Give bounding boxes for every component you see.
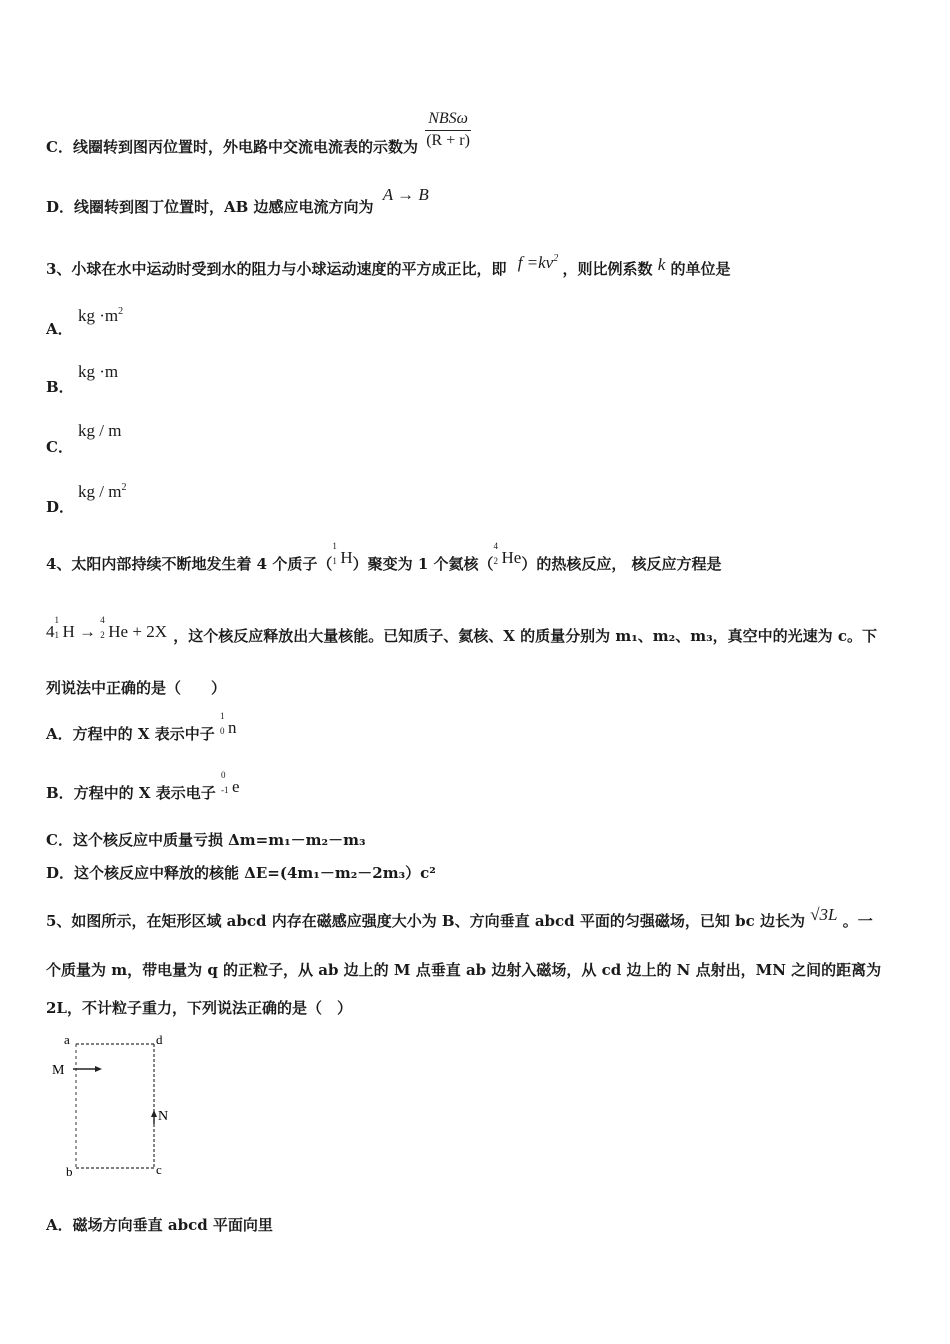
electron-symbol: e bbox=[232, 777, 240, 796]
electron-charge-number: -1 bbox=[221, 785, 229, 795]
fraction-denominator: (R + r) bbox=[426, 132, 470, 149]
neutron-mass-number: 1 bbox=[219, 711, 225, 721]
q3-stem-c: 的单位是 bbox=[670, 260, 731, 278]
equation-coefficient: 4 bbox=[46, 622, 55, 641]
proton-symbol: H bbox=[340, 548, 353, 567]
equation-helium bbox=[100, 615, 129, 642]
q3-option-a-exp: 2 bbox=[118, 306, 124, 317]
q3-option-c-letter: C． bbox=[46, 438, 73, 456]
label-b: b bbox=[66, 1164, 73, 1179]
label-M: M bbox=[52, 1063, 65, 1078]
q2-option-c-fraction bbox=[425, 110, 471, 150]
q5-line1-a: 5、如图所示，在矩形区域 abcd 内存在磁感应强度大小为 B、方向垂直 abcd 平面的匀强磁场，已知 bc 边长为 bbox=[46, 912, 805, 930]
q3-option-d-value bbox=[78, 482, 126, 502]
neutron-nuclide bbox=[219, 711, 237, 738]
helium-symbol: He bbox=[501, 548, 522, 567]
q4-stem-a: 4、太阳内部持续不断地发生着 4 个质子（ bbox=[46, 555, 333, 573]
equation-helium-mass: 4 bbox=[100, 615, 105, 625]
q3-option-a-unit: kg ·m bbox=[78, 306, 119, 325]
q5-line3: 2L，不计粒子重力，下列说法正确的是（ ） bbox=[46, 999, 352, 1017]
q4-stem bbox=[46, 541, 722, 574]
equation-proton-symbol: H bbox=[62, 622, 75, 641]
equation-proton bbox=[54, 615, 75, 642]
equation-helium-charge: 2 bbox=[100, 630, 105, 640]
helium-nuclide bbox=[493, 541, 522, 568]
q3-option-b-letter: B． bbox=[46, 378, 74, 396]
q5-line1 bbox=[46, 905, 873, 931]
q3-formula-exp: 2 bbox=[553, 253, 559, 264]
q2-option-d-direction: A → B bbox=[382, 185, 429, 204]
q2-option-d-text: D．线圈转到图丁位置时，AB 边感应电流方向为 bbox=[46, 198, 374, 216]
q4-stem-b: ）聚变为 1 个氦核（ bbox=[352, 555, 494, 573]
fraction-numerator: NBSω bbox=[425, 110, 471, 131]
q5-line2: 个质量为 m，带电量为 q 的正粒子，从 ab 边上的 M 点垂直 ab 边射入磁场，从 cd 边上的 N 点射出，MN 之间的距离为 bbox=[46, 961, 882, 979]
label-d: d bbox=[156, 1032, 163, 1047]
q4-option-b-text: B．方程中的 X 表示电子 bbox=[46, 784, 216, 802]
q3-stem-b: ，则比例系数 bbox=[562, 260, 653, 278]
q3-option-d-unit: kg / m bbox=[78, 482, 122, 501]
q3-formula-base: f =kv bbox=[517, 253, 554, 272]
helium-atomic-number: 2 bbox=[493, 556, 498, 566]
proton-atomic-number: 1 bbox=[332, 556, 337, 566]
neutron-charge-number: 0 bbox=[219, 726, 225, 736]
q3-option-b-unit: kg ·m bbox=[78, 362, 119, 381]
q3-formula bbox=[518, 253, 563, 272]
q4-equation-line bbox=[46, 615, 878, 646]
label-N: N bbox=[158, 1109, 169, 1124]
q4-line2-text: ，这个核反应释放出大量核能。已知质子、氦核、X 的质量分别为 m₁、m₂、m₃，真空中的光速为 c。下 bbox=[173, 627, 878, 645]
label-c: c bbox=[156, 1162, 162, 1177]
q4-stem-c: ）的热核反应， 核反应方程是 bbox=[521, 555, 722, 573]
q2-option-c-text: C．线圈转到图丙位置时，外电路中交流电流表的示数为 bbox=[46, 138, 418, 156]
q3-option-b-value bbox=[78, 362, 118, 382]
q5-rectangle-figure bbox=[46, 1028, 186, 1183]
q5-option-a: A．磁场方向垂直 abcd 平面向里 bbox=[46, 1216, 273, 1234]
q4-line3: 列说法中正确的是（ ） bbox=[46, 679, 227, 697]
q4-option-a-text: A．方程中的 X 表示中子 bbox=[46, 725, 215, 743]
magnetic-field-diagram bbox=[46, 1028, 186, 1183]
q5-line1-b: 。一 bbox=[842, 912, 873, 930]
equation-proton-mass: 1 bbox=[54, 615, 59, 625]
neutron-symbol: n bbox=[227, 718, 237, 737]
exit-arrow-head bbox=[151, 1110, 157, 1117]
q4-equation bbox=[46, 615, 171, 641]
q3-stem bbox=[46, 253, 731, 279]
label-a: a bbox=[64, 1032, 70, 1047]
q3-option-a-value bbox=[78, 306, 123, 326]
q4-option-a bbox=[46, 711, 237, 744]
q3-option-c-unit: kg / m bbox=[78, 421, 122, 440]
q4-option-d: D．这个核反应中释放的核能 ΔE=(4m₁－m₂－2m₃）c² bbox=[46, 864, 436, 882]
q4-option-c: C．这个核反应中质量亏损 Δm=m₁－m₂－m₃ bbox=[46, 831, 366, 849]
electron-nuclide bbox=[221, 770, 240, 797]
equation-helium-symbol: He bbox=[108, 622, 129, 641]
helium-mass-number: 4 bbox=[493, 541, 498, 551]
equation-proton-charge: 1 bbox=[54, 630, 59, 640]
q3-option-c-value bbox=[78, 421, 121, 441]
q4-option-b bbox=[46, 770, 240, 803]
q3-option-a-letter: A． bbox=[46, 320, 73, 338]
equation-arrow: → bbox=[79, 622, 97, 641]
equation-tail: + 2X bbox=[132, 622, 167, 641]
q3-option-d-exp: 2 bbox=[121, 482, 127, 493]
q2-option-d bbox=[46, 185, 429, 217]
proton-mass-number: 1 bbox=[332, 541, 337, 551]
q3-k: k bbox=[657, 255, 666, 274]
velocity-arrow-head bbox=[95, 1066, 102, 1072]
q2-option-c bbox=[46, 110, 471, 156]
q5-sqrt-expression: √3L bbox=[810, 905, 838, 924]
electron-mass-number: 0 bbox=[221, 770, 226, 780]
proton-nuclide bbox=[332, 541, 353, 568]
q3-option-d-letter: D． bbox=[46, 498, 75, 516]
q3-stem-a: 3、小球在水中运动时受到水的阻力与小球运动速度的平方成正比，即 bbox=[46, 260, 507, 278]
